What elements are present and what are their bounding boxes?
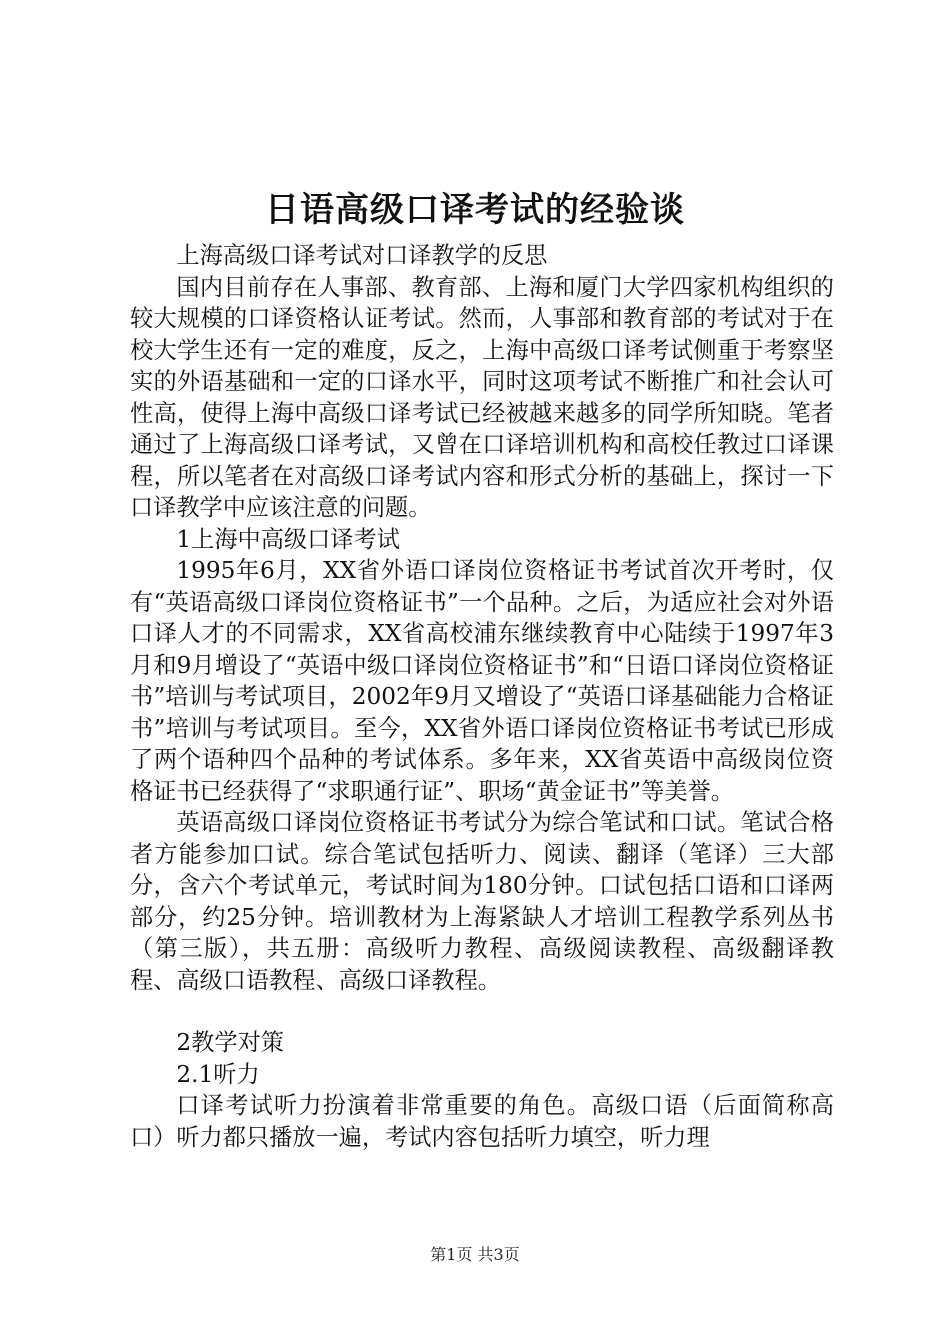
exam-structure-paragraph: 英语高级口译岗位资格证书考试分为综合笔试和口试。笔试合格者方能参加口试。综合笔试包括听力、阅读、翻译（笔译）三大部分，含六个考试单元，考试时间为180分钟。口试包括口语和口译两部分，约25分钟。培训教材为上海紧缺人才培训工程教学系列丛书（第三版），共五册：高级听力教程、高级阅读教程、高级翻译教程、高级口语教程、高级口译教程。 <box>130 809 834 994</box>
subsection-heading-2-1: 2.1听力 <box>176 1060 260 1088</box>
section-heading-1: 1上海中高级口译考试 <box>176 525 400 553</box>
document-title: 日语高级口译考试的经验谈 <box>265 190 685 230</box>
listening-paragraph: 口译考试听力扮演着非常重要的角色。高级口语（后面简称高口）听力都只播放一遍，考试内容包括听力填空，听力理 <box>130 1092 834 1151</box>
document-body <box>130 240 834 1153</box>
page-footer: 第1页 共3页 <box>430 1245 520 1264</box>
intro-paragraph: 国内目前存在人事部、教育部、上海和厦门大学四家机构组织的较大规模的口译资格认证考试。然而，人事部和教育部的考试对于在校大学生还有一定的难度，反之，上海中高级口译考试侧重于考察坚实的外语基础和一定的口译水平，同时这项考试不断推广和社会认可性高，使得上海中高级口译考试已经被越来越多的同学所知晓。笔者通过了上海高级口译考试，又曾在口译培训机构和高校任教过口译课程，所以笔者在对高级口译考试内容和形式分析的基础上，探讨一下口译教学中应该注意的问题。 <box>130 273 834 521</box>
subtitle-paragraph: 上海高级口译考试对口译教学的反思 <box>176 242 548 269</box>
section-heading-2: 2教学对策 <box>176 1029 284 1056</box>
history-paragraph: 1995年6月，XX省外语口译岗位资格证书考试首次开考时，仅有“英语高级口译岗位资格证书”一个品种。之后，为适应社会对外语口译人才的不同需求，XX省高校浦东继续教育中心陆续于1997年3月和9月增设了“英语中级口译岗位资格证书”和“日语口译岗位资格证书”培训与考试项目，2002年9月又增设了“英语口译基础能力合格证书”培训与考试项目。至今，XX省外语口译岗位资格证书考试已形成了两个语种四个品种的考试体系。多年来，XX省英语中高级岗位资格证书已经获得了“求职通行证”、职场“黄金证书”等美誉。 <box>130 557 834 805</box>
